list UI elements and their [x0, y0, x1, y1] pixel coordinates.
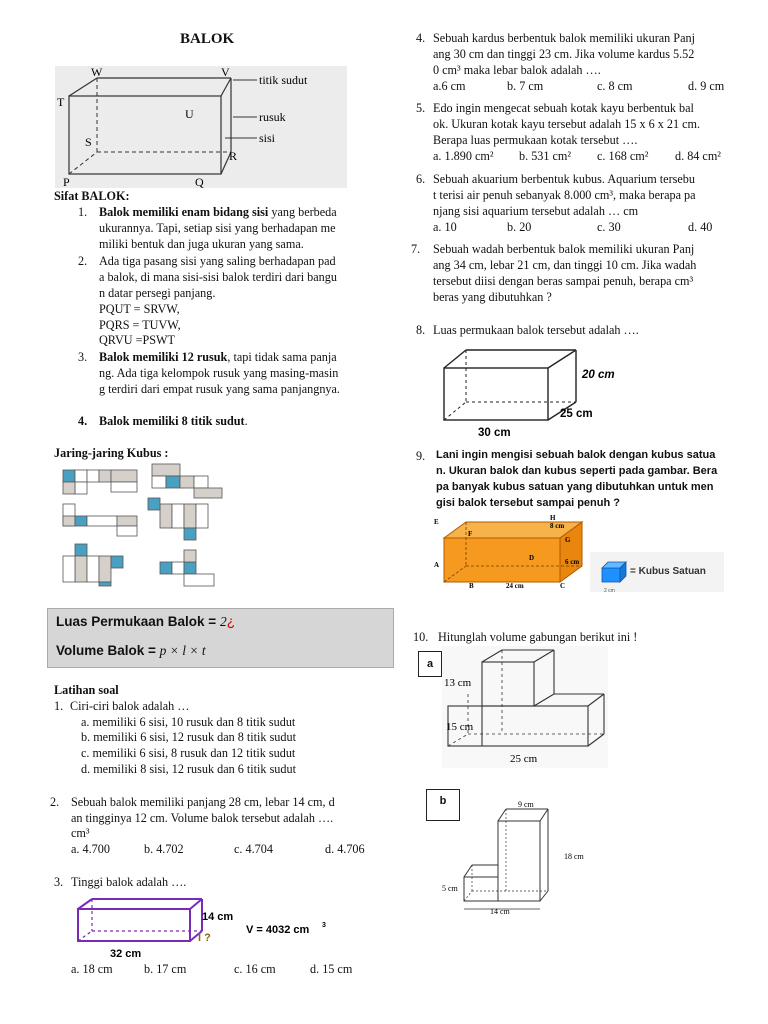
q8-text: Luas permukaan balok tersebut adalah ….: [433, 323, 639, 337]
vertex-T: T: [57, 95, 65, 109]
q6-option[interactable]: d. 40: [688, 220, 713, 234]
q3-cuboid-figure: [72, 895, 342, 961]
q5-num: 5.: [416, 101, 426, 115]
q6-line: Sebuah akuarium berbentuk kubus. Aquarium tersebu: [433, 172, 695, 186]
q3-label-h: 14 cm: [202, 911, 234, 923]
vertex-P: P: [63, 175, 70, 188]
q4-option[interactable]: a.6 cm: [433, 79, 466, 93]
sifat-item-3-num: 3.: [78, 350, 88, 364]
q5-line: Berapa luas permukaan kotak tersebut ….: [433, 133, 638, 147]
sifat-heading: Sifat BALOK:: [54, 189, 130, 203]
q8-num: 8.: [416, 323, 426, 337]
q4-option[interactable]: c. 8 cm: [597, 79, 633, 93]
q2-option[interactable]: b. 4.702: [144, 842, 184, 856]
q10b-label-w: 14 cm: [490, 907, 510, 916]
q9-line: Lani ingin mengisi sebuah balok dengan kubus satua: [436, 449, 716, 461]
q5-option[interactable]: d. 84 cm²: [675, 149, 721, 163]
q7-line: beras yang dibutuhkan ?: [433, 290, 552, 304]
q5-line: ok. Ukuran kotak kayu tersebut adalah 15 x 6 x 21 cm.: [433, 117, 701, 131]
q9-legend: = Kubus Satuan: [630, 566, 706, 577]
q3-option[interactable]: c. 16 cm: [234, 962, 276, 976]
sifat-item-1-line: miliki bentuk dan juga ukuran yang sama.: [99, 237, 304, 251]
q3-option[interactable]: b. 17 cm: [144, 962, 187, 976]
sifat-eq: QRVU =PSWT: [99, 333, 175, 347]
sifat-item-1-num: 1.: [78, 205, 88, 219]
q1-option[interactable]: c. memiliki 6 sisi, 8 rusuk dan 12 titik sudut: [81, 746, 296, 760]
q9-vertex-E: E: [434, 518, 439, 526]
q3-volume-exp: 3: [322, 922, 326, 929]
sifat-eq: PQUT = SRVW,: [99, 302, 180, 316]
sifat-item-4: Balok memiliki 8 titik sudut.: [99, 414, 248, 428]
sifat-item-3-line: ng. Ada tiga kelompok rusuk yang masing-masin: [99, 366, 339, 380]
q2-line: an tingginya 12 cm. Volume balok tersebut adalah ….: [71, 811, 334, 825]
vertex-R: R: [229, 149, 238, 163]
q10a-label-h1: 13 cm: [444, 677, 472, 689]
q10-text: Hitunglah volume gabungan berikut ini !: [438, 630, 638, 644]
label-titik-sudut: titik sudut: [259, 73, 308, 87]
q10b-figure: [440, 797, 600, 922]
q9-vertex-D: D: [529, 554, 535, 562]
luas-formula: Luas Permukaan Balok = 2¿: [56, 614, 235, 629]
q6-option[interactable]: c. 30: [597, 220, 621, 234]
jaring-heading: Jaring-jaring Kubus :: [54, 446, 169, 460]
q9-label-d: 8 cm: [550, 522, 565, 530]
q1-num: 1.: [54, 699, 64, 713]
vertex-W: W: [91, 66, 103, 79]
q10-num: 10.: [413, 630, 429, 644]
q7-line: Sebuah wadah berbentuk balok memiliki ukuran Panj: [433, 242, 695, 256]
q3-num: 3.: [54, 875, 64, 889]
q9-orange-cuboid: [432, 512, 732, 594]
latihan-heading: Latihan soal: [54, 683, 119, 697]
q1-text: Ciri-ciri balok adalah …: [70, 699, 190, 713]
sifat-item-4-num: 4.: [78, 414, 88, 428]
q1-option[interactable]: a. memiliki 6 sisi, 10 rusuk dan 8 titik sudut: [81, 715, 296, 729]
q5-line: Edo ingin mengecat sebuah kotak kayu berbentuk bal: [433, 101, 694, 115]
q3-label-w: 32 cm: [110, 948, 142, 960]
q2-line: cm³: [71, 826, 90, 840]
q9-num: 9.: [416, 449, 426, 463]
q9-vertex-F: F: [468, 530, 473, 538]
q9-vertex-B: B: [469, 582, 474, 590]
q4-line: ang 30 cm dan tinggi 23 cm. Jika volume kardus 5.52: [433, 47, 695, 61]
q4-line: Sebuah kardus berbentuk balok memiliki ukuran Panj: [433, 31, 695, 45]
q3-label-l: l ?: [198, 932, 211, 944]
q7-line: ang 34 cm, lebar 21 cm, dan tinggi 10 cm. Jika wadah: [433, 258, 697, 272]
q2-option[interactable]: d. 4.706: [325, 842, 365, 856]
q2-num: 2.: [50, 795, 60, 809]
q10a-label-w: 25 cm: [510, 753, 538, 765]
q4-option[interactable]: d. 9 cm: [688, 79, 725, 93]
q9-label-h: 6 cm: [565, 558, 580, 566]
vertex-V: V: [221, 66, 230, 79]
q2-option[interactable]: c. 4.704: [234, 842, 273, 856]
q9-vertex-A: A: [434, 561, 440, 569]
q4-line: 0 cm³ maka lebar balok adalah ….: [433, 63, 601, 77]
q2-option[interactable]: a. 4.700: [71, 842, 110, 856]
q5-option[interactable]: c. 168 cm²: [597, 149, 649, 163]
q6-line: njang sisi aquarium tersebut adalah … cm: [433, 204, 639, 218]
q9-label-w: 24 cm: [506, 582, 524, 590]
q10a-label-h2: 15 cm: [446, 721, 474, 733]
q6-num: 6.: [416, 172, 426, 186]
q10b-label-top: 9 cm: [518, 800, 534, 809]
q1-option[interactable]: b. memiliki 6 sisi, 12 rusuk dan 8 titik sudut: [81, 730, 296, 744]
q10a-figure: [442, 646, 608, 768]
sifat-item-2-line: n datar persegi panjang.: [99, 286, 216, 300]
cube-nets-figure: [60, 462, 240, 588]
q9-line: pa banyak kubus satuan yang dibutuhkan untuk men: [436, 481, 714, 493]
q9-line: n. Ukuran balok dan kubus seperti pada gambar. Bera: [436, 465, 718, 477]
volume-formula: Volume Balok = p × l × t: [56, 643, 206, 658]
q10a-label: a: [418, 651, 442, 677]
vertex-U: U: [185, 107, 194, 121]
cuboid-diagram: [55, 66, 355, 188]
q7-line: tersebut diisi dengan beras sampai penuh, berapa cm³: [433, 274, 694, 288]
vertex-S: S: [85, 135, 92, 149]
q6-line: t terisi air penuh sebanyak 8.000 cm³, maka berapa pa: [433, 188, 696, 202]
label-rusuk: rusuk: [259, 110, 286, 124]
q6-option[interactable]: a. 10: [433, 220, 457, 234]
sifat-item-2-num: 2.: [78, 254, 88, 268]
q9-vertex-C: C: [560, 582, 566, 590]
q2-line: Sebuah balok memiliki panjang 28 cm, lebar 14 cm, d: [71, 795, 335, 809]
q7-num: 7.: [411, 242, 421, 256]
sifat-eq: PQRS = TUVW,: [99, 318, 181, 332]
label-sisi: sisi: [259, 131, 276, 145]
q9-unit-label: 2 cm: [604, 588, 615, 594]
sifat-item-1: Balok memiliki enam bidang sisi yang berbeda: [99, 205, 337, 219]
q3-option[interactable]: d. 15 cm: [310, 962, 353, 976]
q1-option[interactable]: d. memiliki 8 sisi, 12 rusuk dan 6 titik sudut: [81, 762, 296, 776]
q8-label-h: 20 cm: [582, 369, 615, 381]
sifat-item-2-line: Ada tiga pasang sisi yang saling berhadapan pad: [99, 254, 336, 268]
q8-label-w: 30 cm: [478, 427, 511, 439]
q5-option[interactable]: b. 531 cm²: [519, 149, 572, 163]
sifat-item-3-line: g terdiri dari empat rusuk yang sama panjangnya.: [99, 382, 340, 396]
q3-volume: V = 4032 cm: [246, 924, 310, 936]
q6-option[interactable]: b. 20: [507, 220, 532, 234]
sifat-item-2-line: a balok, di mana sisi-sisi balok terdiri dari bangu: [99, 270, 337, 284]
q10b-label: b: [426, 789, 460, 821]
q5-option[interactable]: a. 1.890 cm²: [433, 149, 494, 163]
vertex-Q: Q: [195, 175, 204, 188]
q9-vertex-H: H: [550, 514, 556, 522]
q3-option[interactable]: a. 18 cm: [71, 962, 113, 976]
q4-option[interactable]: b. 7 cm: [507, 79, 544, 93]
q9-vertex-G: G: [565, 536, 571, 544]
page-title: BALOK: [180, 31, 235, 47]
q10b-label-h: 18 cm: [564, 852, 584, 861]
q8-cuboid-figure: [436, 344, 626, 440]
q9-line: gisi balok tersebut sampai penuh ?: [436, 497, 620, 509]
q3-text: Tinggi balok adalah ….: [71, 875, 187, 889]
q8-label-d: 25 cm: [560, 408, 593, 420]
sifat-item-1-line: ukurannya. Tapi, setiap sisi yang berhadapan me: [99, 221, 336, 235]
q4-num: 4.: [416, 31, 426, 45]
sifat-item-3: Balok memiliki 12 rusuk, tapi tidak sama panja: [99, 350, 337, 364]
q10b-label-s: 5 cm: [442, 884, 458, 893]
